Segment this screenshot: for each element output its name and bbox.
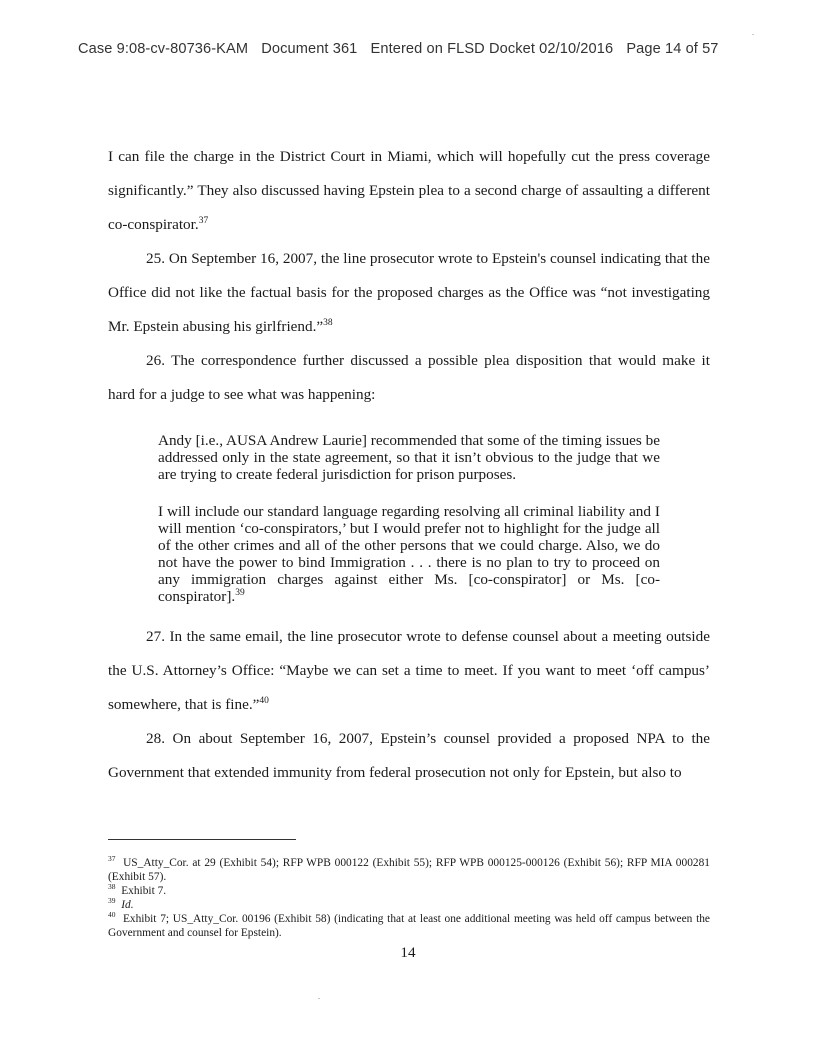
paragraph-26: 26. The correspondence further discussed a possible plea disposition that would make it hard for a judge to see what was happening: — [108, 352, 710, 403]
footnote-40: $^{40}$ Exhibit 7; US_Atty_Cor. 00196 (Exhibit 58) (indicating that at least one additional meeting was held off campus between the Government and counsel for Epstein). — [108, 910, 710, 939]
footnote-37: $^{37}$ US_Atty_Cor. at 29 (Exhibit 54); RFP WPB 000122 (Exhibit 55); RFP WPB 000125-000126 (Exhibit 56); RFP MIA 000281 (Exhibit 57). — [108, 854, 710, 883]
scan-speck — [752, 34, 754, 35]
block-quote-2: I will include our standard language regarding resolving all criminal liability and I will mention ‘co-conspirators,’ but I would prefer not to highlight for the judge all of the other crimes and all of the other persons that we could charge. Also, we do not have the power to bind Immigration . . . there is no plan to try to proceed on any immigration charges against either Ms. [co-conspirator] or Ms. [co-conspirator].$^{39}$ — [158, 503, 660, 605]
footnote-ref: 37 — [198, 215, 209, 226]
footnote-divider — [108, 839, 296, 840]
footnote-39: $^{39}$ Id. — [108, 896, 134, 911]
docket-entry: Entered on FLSD Docket 02/10/2016 — [370, 41, 614, 57]
paragraph-28: 28. On about September 16, 2007, Epstein’s counsel provided a proposed NPA to the Government that extended immunity from federal prosecution not only for Epstein, but also to — [108, 730, 710, 781]
paragraph-25: 25. On September 16, 2007, the line prosecutor wrote to Epstein's counsel indicating that the Office did not like the factual basis for the proposed charges as the Office was “not investigating Mr. Epstein abusing his girlfriend.”$^{38}$ — [108, 250, 710, 335]
footnote-ref: 38 — [323, 317, 333, 328]
footnote-ref: 40 — [259, 695, 269, 706]
document-number: Document 361 — [261, 41, 358, 57]
paragraph-27: 27. In the same email, the line prosecutor wrote to defense counsel about a meeting outside the U.S. Attorney’s Office: “Maybe we can set a time to meet. If you want to meet ‘off campus’ somewhere, that is fine.”$^{40}$ — [108, 628, 710, 713]
footnote-ref: 39 — [235, 587, 245, 598]
body-section-1 — [108, 140, 710, 412]
footnote-38: $^{38}$ Exhibit 7. — [108, 882, 167, 897]
page-indicator: Page 14 of 57 — [626, 41, 719, 57]
page-number: 14 — [400, 944, 416, 961]
case-number: Case 9:08-cv-80736-KAM — [78, 41, 249, 57]
paragraph-continued: I can file the charge in the District Court in Miami, which will hopefully cut the press coverage significantly.” They also discussed having Epstein plea to a second charge of assaulting a different co-conspirator.$^{37}$ — [108, 148, 710, 233]
scan-speck — [318, 998, 320, 999]
docket-header — [78, 41, 758, 57]
block-quote-1: Andy [i.e., AUSA Andrew Laurie] recommended that some of the timing issues be addressed only in the state agreement, so that it isn’t obvious to the judge that we are trying to create federal jurisdiction for prison purposes. — [158, 432, 660, 483]
body-section-2 — [108, 620, 710, 790]
